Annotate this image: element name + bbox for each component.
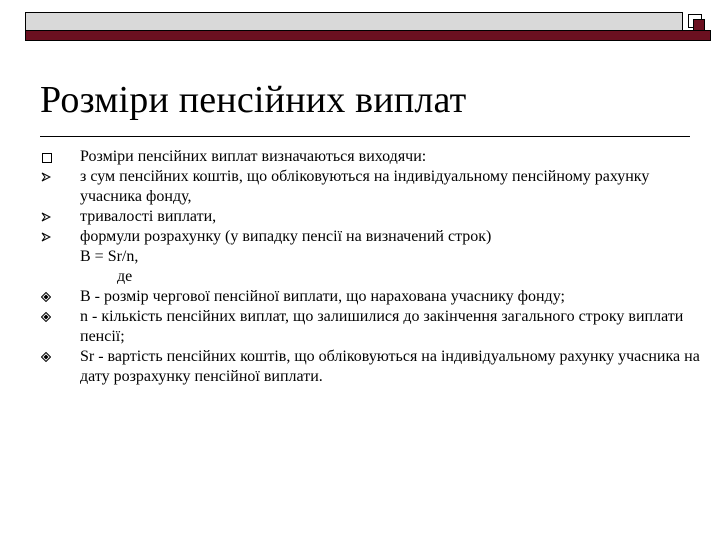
list-item	[40, 227, 700, 247]
formula-note: де	[117, 268, 133, 285]
list-item	[40, 307, 700, 347]
list-item	[40, 207, 700, 227]
top-band-dark	[25, 30, 711, 41]
list-item	[40, 167, 700, 207]
formula-text: B = Sr/n,	[80, 248, 139, 265]
arrow-bullet-icon	[40, 207, 80, 227]
square-bullet-icon	[40, 147, 80, 167]
bullet-list	[40, 147, 700, 387]
list-item-text: n - кількість пенсійних виплат, що залишилися до закінчення загального строку виплати пенсії;	[80, 308, 684, 345]
list-item-text: формули розрахунку (у випадку пенсії на визначений строк)	[80, 228, 492, 245]
arrow-bullet-icon	[40, 227, 80, 247]
slide-title: Розміри пенсійних виплат	[40, 79, 467, 121]
title-divider	[40, 136, 690, 137]
list-item-text: з сум пенсійних коштів, що обліковуються на індивідуальному пенсійному рахунку учасника фонду,	[80, 168, 650, 205]
list-item-text: Sr - вартість пенсійних коштів, що обліковуються на індивідуальному рахунку учасника на дату розрахунку пенсійної виплати.	[80, 348, 700, 385]
diamond-bullet-icon	[40, 347, 80, 367]
list-item	[40, 287, 700, 307]
list-item	[40, 147, 700, 167]
list-item	[40, 347, 700, 387]
diamond-bullet-icon	[40, 307, 80, 327]
diamond-bullet-icon	[40, 287, 80, 307]
list-item-text: B - розмір чергової пенсійної виплати, що нарахована учаснику фонду;	[80, 288, 565, 305]
list-item-text: тривалості виплати,	[80, 208, 217, 225]
list-item	[40, 247, 700, 267]
list-item	[40, 267, 700, 287]
arrow-bullet-icon	[40, 167, 80, 187]
list-item-text: Розміри пенсійних виплат визначаються виходячи:	[80, 148, 427, 165]
corner-decoration	[688, 14, 702, 28]
top-band-light	[25, 12, 683, 32]
